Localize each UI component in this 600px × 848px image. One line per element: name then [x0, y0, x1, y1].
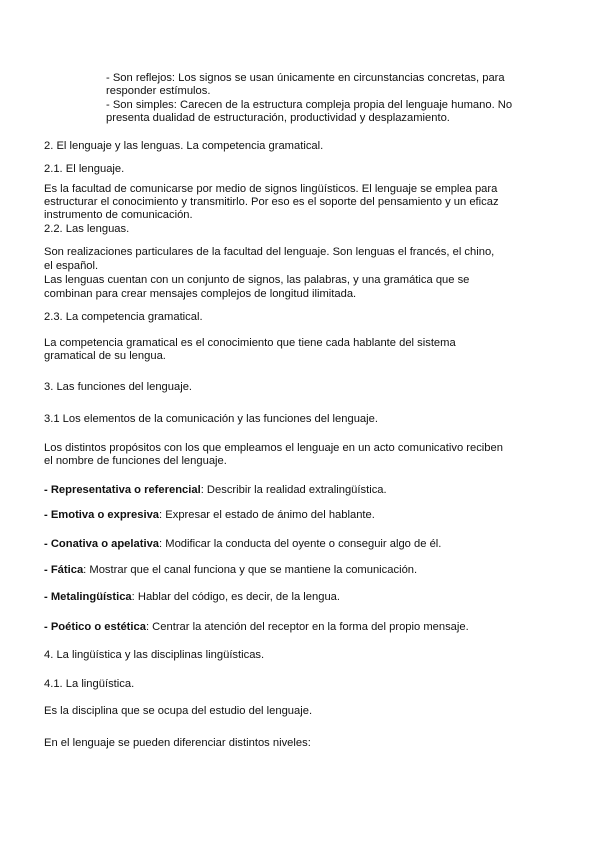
function-item-poetica — [44, 621, 469, 634]
subheading-2-1: 2.1. El lenguaje. — [44, 163, 125, 175]
function-description: : Centrar la atención del receptor en la forma del propio mensaje. — [145, 621, 469, 633]
function-description: : Mostrar que el canal funciona y que se mantiene la comunicación. — [83, 564, 418, 576]
function-description: : Expresar el estado de ánimo del hablante. — [159, 509, 375, 521]
intro-line-3: - Son simples: Carecen de la estructura compleja propia del lenguaje humano. No — [106, 99, 513, 111]
intro-line-4: presenta dualidad de estructuración, productividad y desplazamiento. — [106, 112, 450, 124]
intro-line-1: - Son reflejos: Los signos se usan únicamente en circunstancias concretas, para — [106, 72, 505, 84]
function-name: - Conativa o apelativa — [44, 538, 160, 550]
intro-line-2: responder estímulos. — [106, 85, 211, 97]
subheading-2-3: 2.3. La competencia gramatical. — [44, 311, 203, 323]
section-heading-2: 2. El lenguaje y las lenguas. La competencia gramatical. — [44, 140, 324, 152]
function-item-emotiva — [44, 509, 375, 522]
paragraph-3-1-line-1: Los distintos propósitos con los que empleamos el lenguaje en un acto comunicativo reciben — [44, 442, 503, 454]
function-description: : Hablar del código, es decir, de la lengua. — [131, 591, 341, 603]
paragraph-4-1: Es la disciplina que se ocupa del estudio del lenguaje. — [44, 705, 313, 717]
function-name: - Representativa o referencial — [44, 484, 201, 496]
paragraph-2-2-line-4: combinan para crear mensajes complejos de longitud ilimitada. — [44, 288, 357, 300]
subheading-2-2: 2.2. Las lenguas. — [44, 223, 130, 235]
paragraph-2-2-line-1: Son realizaciones particulares de la facultad del lenguaje. Son lenguas el francés, el chino, — [44, 246, 495, 258]
paragraph-2-1-line-2: estructurar el conocimiento y transmitirlo. Por eso es el soporte del pensamiento y un eficaz — [44, 196, 499, 208]
paragraph-2-2-line-3: Las lenguas cuentan con un conjunto de signos, las palabras, y una gramática que se — [44, 274, 470, 286]
subheading-3-1: 3.1 Los elementos de la comunicación y las funciones del lenguaje. — [44, 413, 378, 425]
paragraph-2-3-line-1: La competencia gramatical es el conocimiento que tiene cada hablante del sistema — [44, 337, 456, 349]
function-name: - Metalingüística — [44, 591, 132, 603]
function-name: - Fática — [44, 564, 84, 576]
function-item-conativa — [44, 538, 441, 551]
function-name: - Poético o estética — [44, 621, 146, 633]
function-description: : Modificar la conducta del oyente o conseguir algo de él. — [159, 538, 442, 550]
section-heading-4: 4. La lingüística y las disciplinas lingüísticas. — [44, 649, 265, 661]
subheading-4-1: 4.1. La lingüística. — [44, 678, 135, 690]
function-item-fatica — [44, 564, 417, 577]
function-description: : Describir la realidad extralingüística. — [200, 484, 387, 496]
function-name: - Emotiva o expresiva — [44, 509, 160, 521]
paragraph-2-1-line-1: Es la facultad de comunicarse por medio de signos lingüísticos. El lenguaje se emplea para — [44, 183, 498, 195]
paragraph-3-1-line-2: el nombre de funciones del lenguaje. — [44, 455, 227, 467]
function-item-representativa — [44, 484, 387, 497]
paragraph-2-2-line-2: el español. — [44, 260, 99, 272]
section-heading-3: 3. Las funciones del lenguaje. — [44, 381, 193, 393]
paragraph-4-2: En el lenguaje se pueden diferenciar distintos niveles: — [44, 737, 311, 749]
paragraph-2-1-line-3: instrumento de comunicación. — [44, 209, 193, 221]
function-item-metalinguistica — [44, 591, 340, 604]
paragraph-2-3-line-2: gramatical de su lengua. — [44, 350, 166, 362]
